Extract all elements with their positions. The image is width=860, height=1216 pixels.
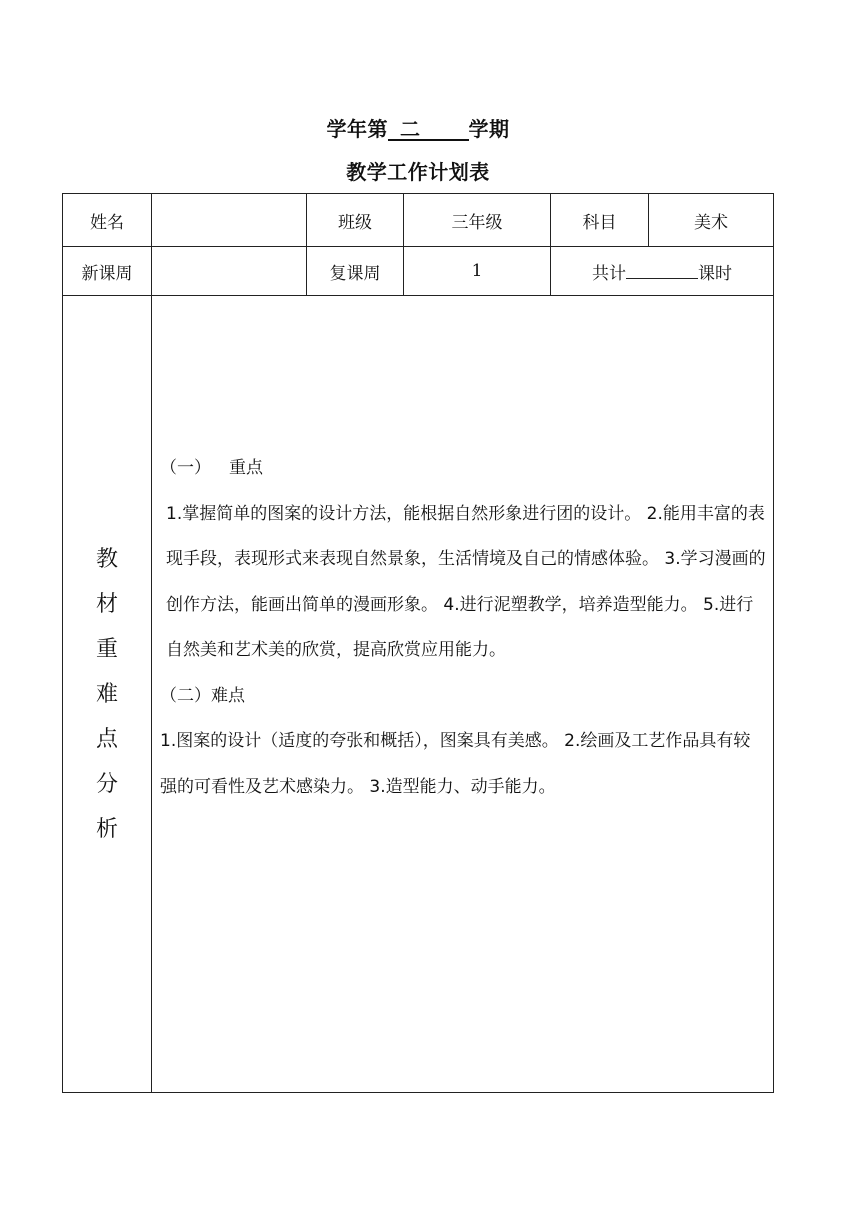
teaching-plan-table: [62, 193, 774, 1093]
class-label: 班级: [307, 194, 404, 247]
name-label: 姓名: [63, 194, 152, 247]
analysis-side-label: [63, 296, 152, 1093]
side-label-char: 教: [95, 546, 118, 572]
subject-label: 科目: [551, 194, 649, 247]
analysis-content-cell: [152, 296, 774, 1093]
key-points-number: （一）: [160, 458, 211, 478]
side-label-char: 难: [95, 681, 118, 707]
total-hours-prefix: 共计: [592, 263, 626, 284]
document-title: 教学工作计划表: [346, 160, 490, 184]
total-hours-cell: [551, 247, 774, 296]
side-label-char: 分: [95, 771, 118, 797]
semester-title: [0, 113, 836, 142]
side-label-char: 重: [95, 636, 118, 662]
table-row: [63, 247, 774, 296]
semester-blank-line: [433, 119, 469, 141]
side-label-char: 材: [95, 591, 118, 617]
semester-number: 二: [388, 119, 433, 141]
key-points-heading: [160, 446, 766, 492]
semester-title-suffix: 学期: [468, 117, 510, 141]
difficult-points-text: 1.图案的设计（适度的夸张和概括），图案具有美感。 2.绘画及工艺作品具有较强的可看性及艺术感染力。 3.造型能力、动手能力。: [160, 731, 751, 797]
key-points-title: 重点: [229, 458, 263, 478]
class-value: 三年级: [404, 194, 551, 247]
new-week-value: [152, 247, 307, 296]
table-row: [63, 194, 774, 247]
table-row: [63, 296, 774, 1093]
new-week-label: 新课周: [63, 247, 152, 296]
difficult-points-heading: （二）难点: [160, 685, 245, 706]
name-value: [152, 194, 307, 247]
total-hours-suffix: 课时: [698, 263, 732, 284]
subject-value: 美术: [649, 194, 774, 247]
review-week-value: 1: [404, 247, 551, 296]
key-points-text: 1.掌握简单的图案的设计方法，能根据自然形象进行团的设计。 2.能用丰富的表现手段，表现形式来表现自然景象，生活情境及自己的情感体验。 3.学习漫画的创作方法，能画出简单的漫画形象。 4.进行泥塑教学，培养造型能力。 5.进行自然美和艺术美的欣赏，提高欣赏应用能力。: [166, 503, 766, 660]
semester-title-prefix: 学年第: [326, 117, 388, 141]
side-label-char: 点: [95, 726, 118, 752]
total-hours-blank: [626, 264, 698, 279]
review-week-label: 复课周: [307, 247, 404, 296]
analysis-text: [160, 446, 766, 810]
side-label-char: 析: [95, 816, 118, 842]
